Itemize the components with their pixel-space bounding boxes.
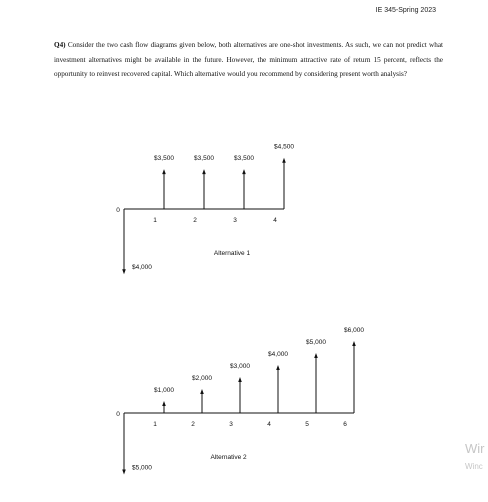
- alt2-cashflow-head-2: [200, 389, 204, 394]
- alt1-initial-arrow-head: [122, 269, 126, 274]
- alt1-cashflow-label-2: $3,500: [194, 155, 214, 163]
- course-header: IE 345-Spring 2023: [375, 7, 436, 14]
- question-body: Consider the two cash flow diagrams given below, both alternatives are one-shot investments. As such, we can not predict what investment alternatives might be available in the future. However, the minimum attractive rate of return 15 percent, reflects the opportunity to reinvest recovered capital. Which alternative would you recommend by considering present worth analysis?: [54, 41, 444, 79]
- alt1-period-label-0: 0: [116, 207, 120, 214]
- watermark-line2: Winc: [465, 462, 483, 471]
- alt2-caption: Alternative 2: [210, 454, 247, 461]
- alt1-period-label-3: 3: [233, 217, 237, 224]
- watermark-line1: Wir: [465, 441, 485, 456]
- alt1-caption: Alternative 1: [213, 250, 251, 257]
- alt1-cashflow-label-1: $3,500: [154, 155, 174, 163]
- alt2-cashflow-label-2: $2,000: [192, 375, 212, 382]
- alt2-cashflow-label-6: $6,000: [344, 327, 364, 334]
- alt2-cashflow-head-6: [352, 341, 356, 346]
- alt2-initial-label: $5,000: [132, 464, 152, 472]
- alt1-cashflow-label-3: $3,500: [234, 155, 254, 163]
- alt2-period-label-6: 6: [343, 421, 347, 428]
- alt1-cashflow-head-2: [202, 169, 206, 174]
- alt2-period-label-3: 3: [229, 421, 233, 428]
- alt2-cashflow-head-1: [162, 401, 166, 406]
- alt1-cashflow-label-4: $4,500: [274, 143, 294, 151]
- alt2-period-label-4: 4: [267, 421, 271, 428]
- alt1-cashflow-head-3: [242, 169, 246, 174]
- alt2-cashflow-label-3: $3,000: [230, 363, 250, 370]
- alt2-cashflow-head-4: [276, 365, 280, 370]
- alt1-period-label-2: 2: [193, 217, 197, 224]
- alt1-period-label-1: 1: [153, 217, 157, 224]
- alt2-period-label-2: 2: [191, 421, 195, 428]
- alt2-cashflow-label-1: $1,000: [154, 387, 174, 394]
- alt1-cashflow-head-1: [162, 169, 166, 174]
- alt2-cashflow-label-5: $5,000: [306, 339, 326, 346]
- question-number: Q4): [54, 41, 66, 49]
- alt1-period-label-4: 4: [273, 217, 277, 224]
- alt1-initial-label: $4,000: [132, 264, 152, 272]
- alt2-cashflow-head-3: [238, 377, 242, 382]
- alt2-period-label-5: 5: [305, 421, 309, 428]
- alt2-cashflow-label-4: $4,000: [268, 351, 288, 358]
- alt2-initial-arrow-head: [122, 470, 126, 475]
- alt1-cashflow-head-4: [282, 158, 286, 163]
- alt2-period-label-1: 1: [153, 421, 157, 428]
- alt2-cashflow-head-5: [314, 353, 318, 358]
- alt2-period-label-0: 0: [116, 411, 120, 418]
